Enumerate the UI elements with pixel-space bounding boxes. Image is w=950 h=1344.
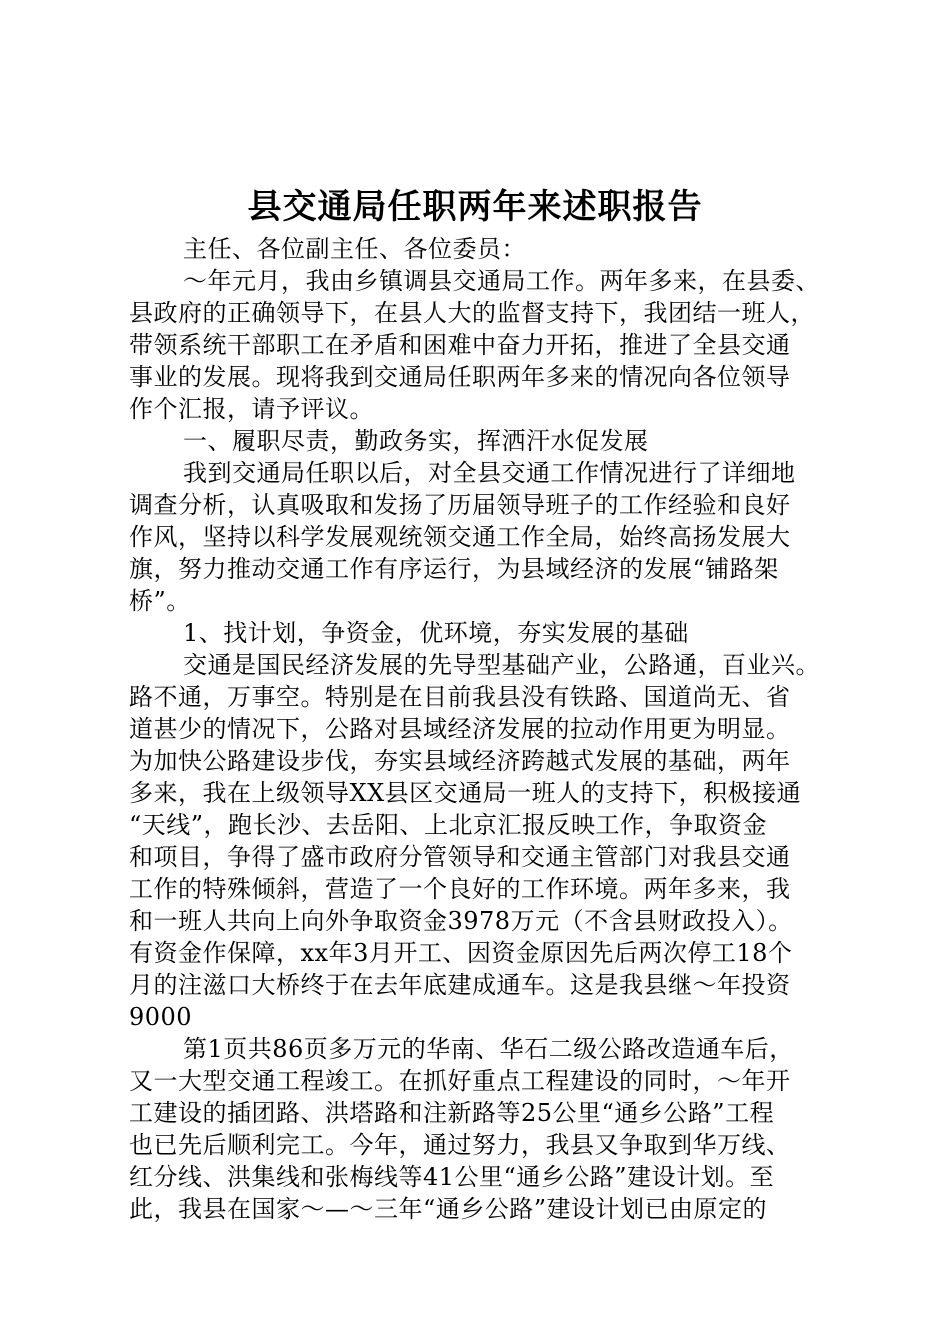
section-heading: 一、履职尽责，勤政务实，挥洒汗水促发展: [183, 427, 649, 455]
text-line: 有资金作保障，xx年3月开工、因资金原因先后两次停工18个: [129, 939, 793, 967]
text-line: 县政府的正确领导下，在县人大的监督支持下，我团结一班人，: [129, 299, 815, 327]
text-line: 交通是国民经济发展的先导型基础产业，公路通，百业兴。: [183, 651, 820, 679]
text-line: 带领系统干部职工在矛盾和困难中奋力开拓，推进了全县交通: [129, 331, 791, 359]
text-line: 旗，努力推动交通工作有序运行，为县域经济的发展“铺路架: [129, 555, 779, 583]
text-line: 月的注滋口大桥终于在去年底建成通车。这是我县继～年投资: [129, 971, 791, 999]
text-line: 道甚少的情况下，公路对县域经济发展的拉动作用更为明显。: [129, 715, 791, 743]
text-line: 作个汇报，请予评议。: [129, 395, 374, 423]
text-line: 桥”。: [129, 587, 191, 615]
text-line: 和项目，争得了盛市政府分管领导和交通主管部门对我县交通: [129, 843, 791, 871]
text-line: 此，我县在国家～—～三年“通乡公路”建设计划已由原定的: [129, 1195, 768, 1223]
text-line: 调查分析，认真吸取和发扬了历届领导班子的工作经验和良好: [129, 491, 791, 519]
text-line: “天线”，跑长沙、去岳阳、上北京汇报反映工作，争取资金: [129, 811, 768, 839]
text-line: 工作的特殊倾斜，营造了一个良好的工作环境。两年多来，我: [129, 875, 791, 903]
text-line: 为加快公路建设步伐，夯实县域经济跨越式发展的基础，两年: [129, 747, 791, 775]
text-line: 红分线、洪集线和张梅线等41公里“通乡公路”建设计划。至: [129, 1163, 775, 1191]
document-body: [129, 233, 831, 1225]
text-line: 工建设的插团路、洪塔路和注新路等25公里“通乡公路”工程: [129, 1099, 775, 1127]
text-line: 路不通，万事空。特别是在目前我县没有铁路、国道尚无、省: [129, 683, 791, 711]
text-line: 我到交通局任职以后，对全县交通工作情况进行了详细地: [183, 459, 796, 487]
text-line: 和一班人共向上向外争取资金3978万元（不含县财政投入）。: [129, 907, 793, 935]
text-line: 事业的发展。现将我到交通局任职两年多来的情况向各位领导: [129, 363, 791, 391]
text-line: 主任、各位副主任、各位委员：: [183, 235, 526, 263]
text-line: 9000: [129, 1003, 193, 1031]
text-line: ～年元月，我由乡镇调县交通局工作。两年多来，在县委、: [183, 267, 820, 295]
text-line: 也已先后顺利完工。今年，通过努力，我县又争取到华万线、: [129, 1131, 791, 1159]
text-line: 多来，我在上级领导XX县区交通局一班人的支持下，积极接通: [129, 779, 802, 807]
document-title: 县交通局任职两年来述职报告: [247, 187, 703, 227]
text-line: 又一大型交通工程竣工。在抓好重点工程建设的同时，～年开: [129, 1067, 791, 1095]
subsection-heading: 1、找计划，争资金，优环境，夯实发展的基础: [183, 619, 689, 647]
text-line-with-page-marker: 第1页共86页多万元的华南、华石二级公路改造通车后，: [183, 1035, 794, 1063]
text-line: 作风，坚持以科学发展观统领交通工作全局，始终高扬发展大: [129, 523, 791, 551]
